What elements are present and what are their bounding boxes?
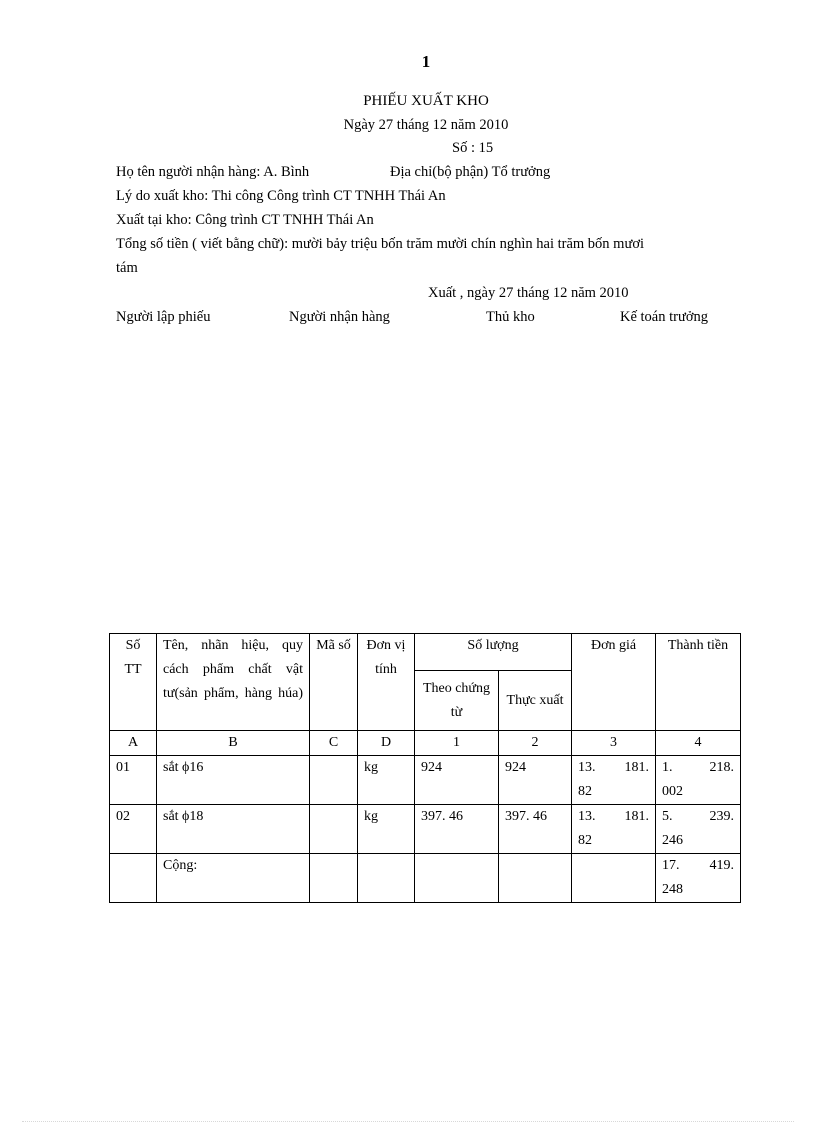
total-unit: [358, 854, 415, 903]
total-words-line: Tổng số tiền ( viết bằng chữ): mười bảy triệu bốn trăm mười chín nghìn hai trăm bốn mươi: [116, 236, 645, 252]
total-price: [572, 854, 656, 903]
total-amount-line2: 248: [662, 882, 684, 897]
header-unit: Đơn vị tính: [358, 634, 415, 731]
row-stt: 02: [110, 805, 157, 854]
signature-preparer: Người lập phiếu: [116, 309, 211, 325]
index-cell: 2: [499, 731, 572, 756]
total-words-line-2: tám: [116, 260, 138, 276]
warehouse-line: Xuất tại kho: Công trình CT TNHH Thái An: [116, 212, 374, 228]
total-code: [310, 854, 358, 903]
row-price: [572, 756, 656, 805]
signature-storekeeper: Thủ kho: [486, 309, 535, 325]
row-price-line1: 13. 181.: [578, 809, 650, 824]
row-amount-line2: 246: [662, 833, 684, 848]
row-code: [310, 756, 358, 805]
row-unit: kg: [358, 756, 415, 805]
row-price-line2: 82: [578, 833, 593, 848]
header-code: Mã số: [310, 634, 358, 731]
table-row: [110, 805, 741, 854]
row-amount: [656, 805, 741, 854]
receiver-line: Họ tên người nhận hàng: A. Bình: [116, 164, 310, 180]
table-row: [110, 756, 741, 805]
inventory-table: [109, 633, 741, 903]
row-price-line1: 13. 181.: [578, 760, 650, 775]
header-name-text: Tên, nhãn hiệu, quy cách phẩm chất vật tư(sản phẩm, hàng húa): [163, 638, 303, 701]
total-label: Cộng:: [157, 854, 310, 903]
row-price: [572, 805, 656, 854]
row-qty-doc: 397. 46: [415, 805, 499, 854]
export-date-line: Xuất , ngày 27 tháng 12 năm 2010: [428, 285, 629, 301]
row-amount-line2: 002: [662, 784, 684, 799]
row-code: [310, 805, 358, 854]
index-row: [110, 731, 741, 756]
index-cell: D: [358, 731, 415, 756]
row-name: sắt ϕ18: [157, 805, 310, 854]
row-stt: 01: [110, 756, 157, 805]
row-price-line2: 82: [578, 784, 593, 799]
signature-receiver: Người nhận hàng: [289, 309, 390, 325]
row-amount: [656, 756, 741, 805]
document-number: Số : 15: [452, 140, 494, 156]
total-amount: [656, 854, 741, 903]
total-stt: [110, 854, 157, 903]
row-unit: kg: [358, 805, 415, 854]
total-amount-line1: 17. 419.: [662, 858, 735, 873]
header-name: [157, 634, 310, 731]
row-qty-actual: 924: [499, 756, 572, 805]
reason-line: Lý do xuất kho: Thi công Công trình CT TNHH Thái An: [116, 188, 446, 204]
header-amount: Thành tiền: [656, 634, 741, 731]
header-quantity: Số lượng: [415, 634, 572, 671]
index-cell: 4: [656, 731, 741, 756]
total-row: [110, 854, 741, 903]
index-cell: B: [157, 731, 310, 756]
total-qty-doc: [415, 854, 499, 903]
header-qty-doc: Theo chứng từ: [415, 671, 499, 731]
index-cell: 1: [415, 731, 499, 756]
row-amount-line1: 5. 239.: [662, 809, 735, 824]
row-name: sắt ϕ16: [157, 756, 310, 805]
header-price: Đơn giá: [572, 634, 656, 731]
index-cell: 3: [572, 731, 656, 756]
document-date: Ngày 27 tháng 12 năm 2010: [343, 117, 509, 133]
total-qty-actual: [499, 854, 572, 903]
row-qty-doc: 924: [415, 756, 499, 805]
index-cell: C: [310, 731, 358, 756]
page-footer-divider: [22, 1121, 794, 1122]
page-number: 1: [421, 52, 431, 71]
index-cell: A: [110, 731, 157, 756]
row-qty-actual: 397. 46: [499, 805, 572, 854]
row-amount-line1: 1. 218.: [662, 760, 735, 775]
header-stt: Số TT: [110, 634, 157, 731]
header-qty-actual: Thực xuất: [499, 671, 572, 731]
document-title: PHIẾU XUẤT KHO: [363, 93, 489, 109]
signature-chief-accountant: Kế toán trưởng: [620, 309, 709, 325]
address-line: Địa chỉ(bộ phận) Tổ trưởng: [390, 164, 551, 180]
